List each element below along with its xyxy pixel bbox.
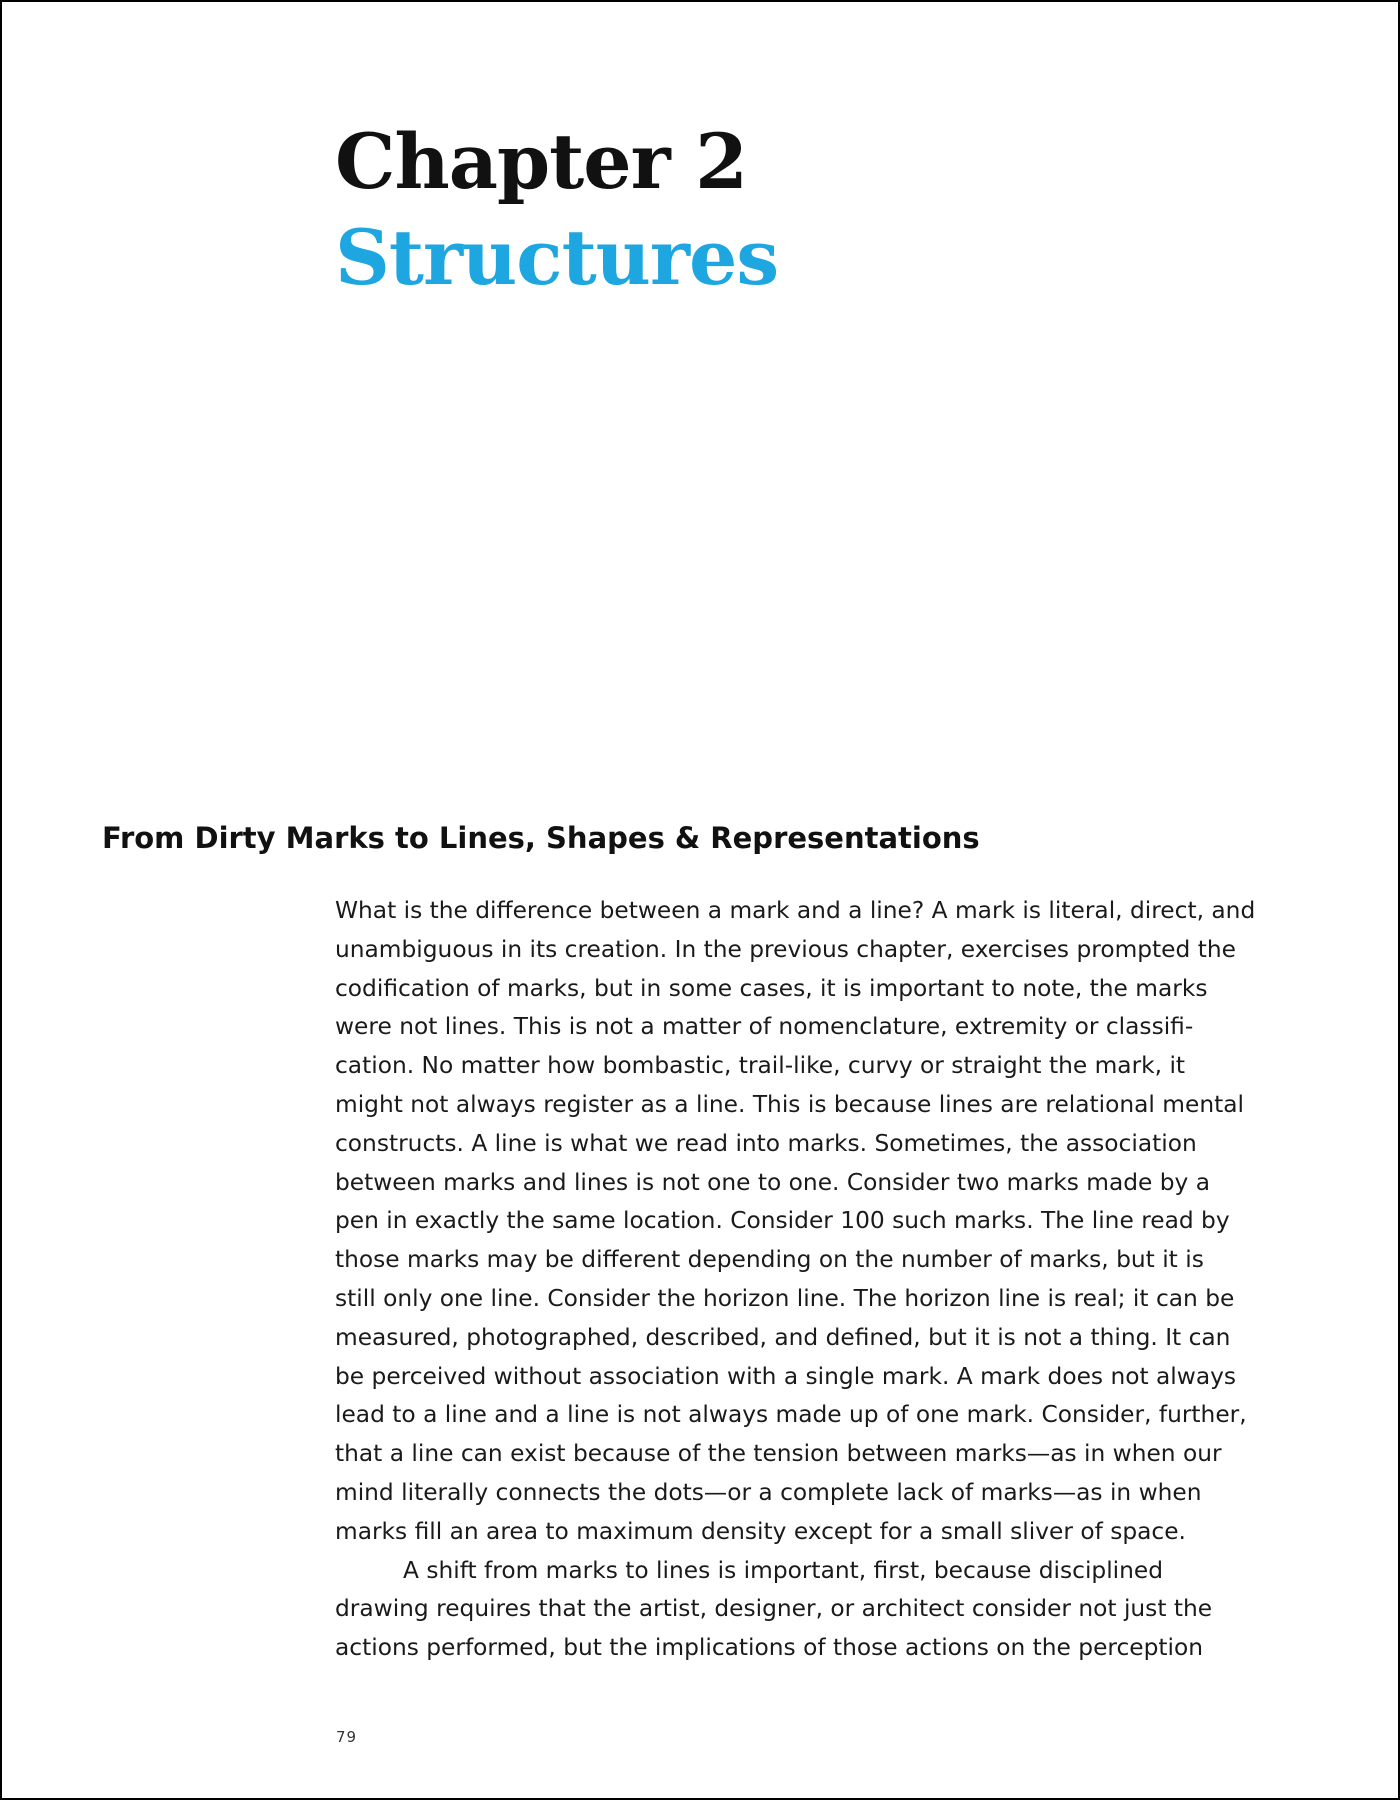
body-line: codification of marks, but in some cases, it is important to note, the marks — [335, 974, 1208, 1002]
page-number: 79 — [336, 1728, 358, 1746]
body-line: What is the difference between a mark and a line? A mark is literal, direct, and — [335, 897, 1256, 924]
body-line: mind literally connects the dots—or a complete lack of marks—as in when — [335, 1478, 1202, 1506]
body-line: constructs. A line is what we read into marks. Sometimes, the association — [335, 1129, 1197, 1157]
body-line-indented: A shift from marks to lines is important, first, because disciplined — [403, 1556, 1164, 1584]
body-line: lead to a line and a line is not always made up of one mark. Consider, further, — [335, 1401, 1247, 1429]
body-text — [335, 892, 1265, 1668]
body-line: actions performed, but the implications of those actions on the perception — [335, 1634, 1204, 1662]
body-line: pen in exactly the same location. Consider 100 such marks. The line read by — [335, 1207, 1230, 1235]
body-line: unambiguous in its creation. In the previous chapter, exercises prompted the — [335, 935, 1236, 963]
body-line: those marks may be different depending on the number of marks, but it is — [335, 1246, 1204, 1274]
chapter-title: Structures — [335, 213, 779, 302]
body-line: marks fill an area to maximum density except for a small sliver of space. — [335, 1517, 1186, 1545]
body-line: that a line can exist because of the tension between marks—as in when our — [335, 1440, 1222, 1468]
section-heading: From Dirty Marks to Lines, Shapes & Representations — [102, 821, 980, 855]
body-line: measured, photographed, described, and defined, but it is not a thing. It can — [335, 1323, 1231, 1351]
body-line: be perceived without association with a single mark. A mark does not always — [335, 1362, 1237, 1390]
body-line: drawing requires that the artist, designer, or architect consider not just the — [335, 1595, 1213, 1623]
body-line: cation. No matter how bombastic, trail-like, curvy or straight the mark, it — [335, 1052, 1186, 1080]
body-line: still only one line. Consider the horizon line. The horizon line is real; it can be — [335, 1284, 1235, 1312]
chapter-label: Chapter 2 — [335, 117, 747, 206]
body-line: were not lines. This is not a matter of nomenclature, extremity or classifi- — [335, 1013, 1194, 1041]
body-line: might not always register as a line. This is because lines are relational mental — [335, 1090, 1244, 1118]
body-line: between marks and lines is not one to one. Consider two marks made by a — [335, 1168, 1211, 1196]
